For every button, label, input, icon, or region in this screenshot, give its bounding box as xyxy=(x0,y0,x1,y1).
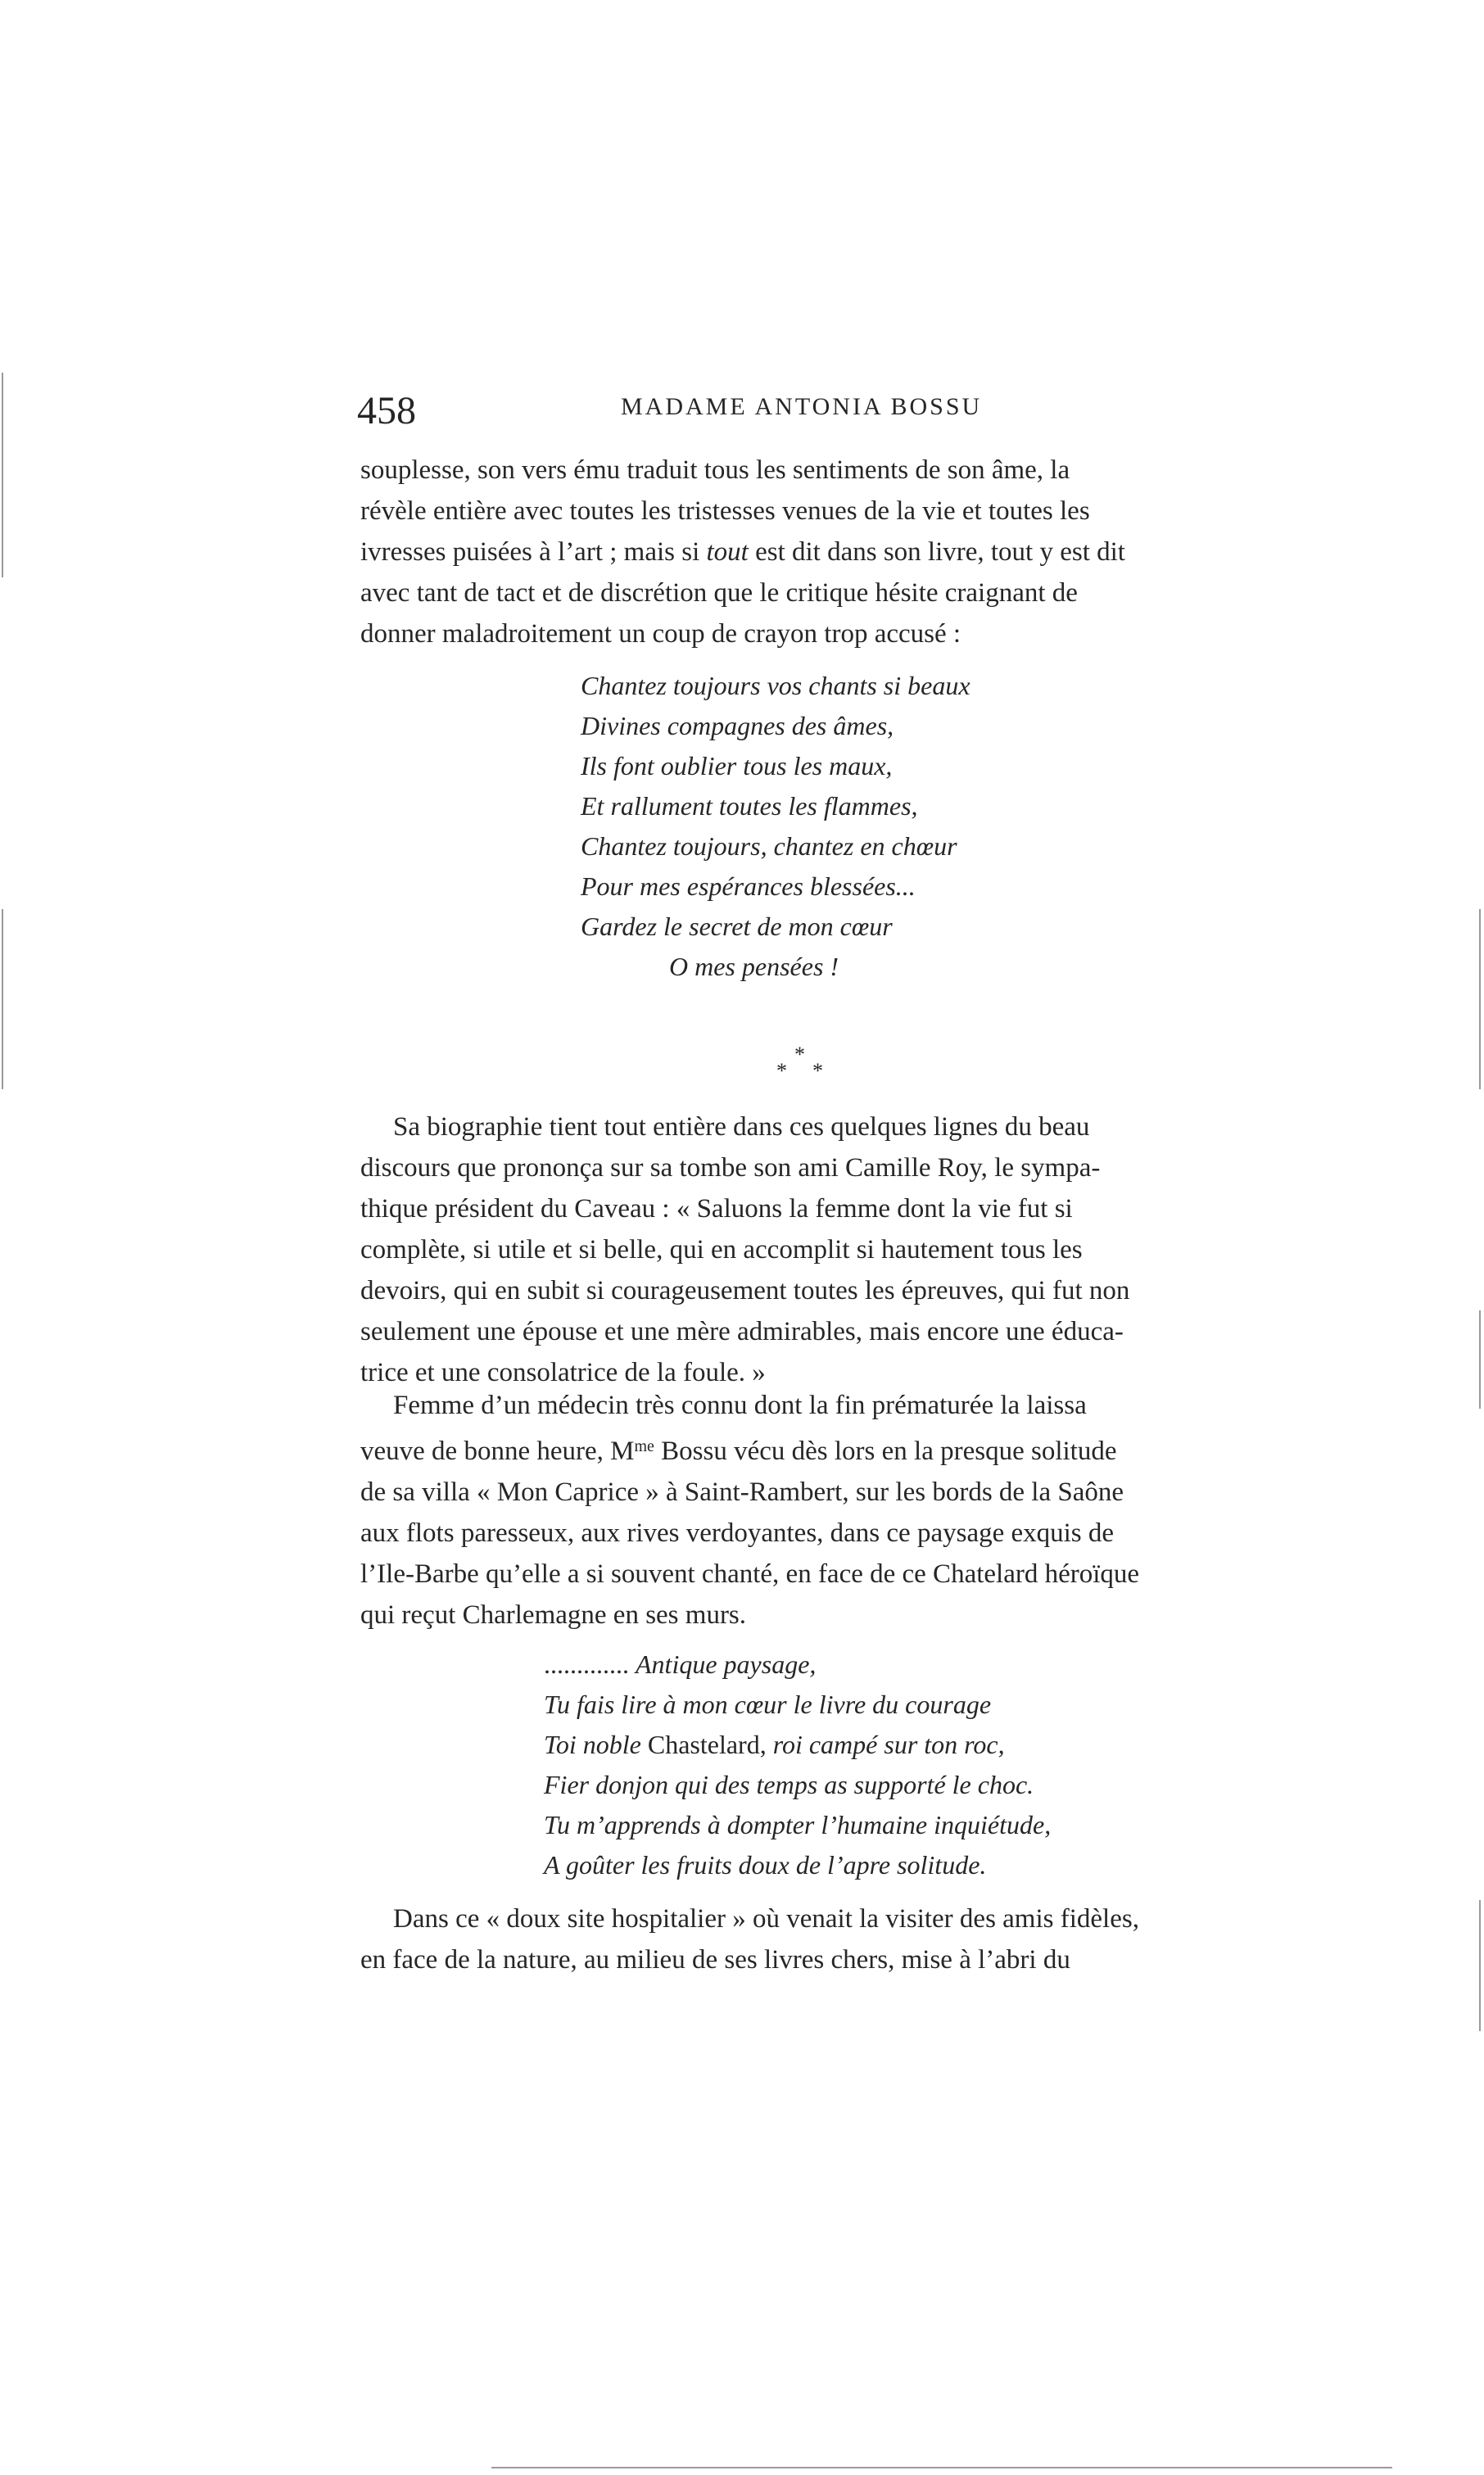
verse-text: Antique paysage, xyxy=(636,1649,817,1679)
text-line: devoirs, qui en subit si courageusement toutes les épreuves, qui fut non xyxy=(360,1276,1130,1305)
text-line: révèle entière avec toutes les tristesses venues de la vie et toutes les xyxy=(360,496,1090,526)
text-line: donner maladroitement un coup de crayon trop accusé : xyxy=(360,619,961,649)
verse-line: Tu fais lire à mon cœur le livre du courage xyxy=(544,1690,992,1719)
paragraph-1 xyxy=(360,450,1125,654)
text-line: de sa villa « Mon Caprice » à Saint-Rambert, sur les bords de la Saône xyxy=(360,1477,1124,1507)
asterism-star: * xyxy=(812,1059,823,1083)
verse-line: Tu m’apprends à dompter l’humaine inquiétude, xyxy=(544,1810,1052,1839)
emphasis: tout xyxy=(706,537,749,567)
verse-line: Gardez le secret de mon cœur xyxy=(581,912,893,941)
verse-line xyxy=(544,1725,1051,1765)
text-line: complète, si utile et si belle, qui en accomplit si hautement tous les xyxy=(360,1235,1083,1265)
text-line: discours que prononça sur sa tombe son ami Camille Roy, le sympa- xyxy=(360,1153,1101,1183)
verse-line: Divines compagnes des âmes, xyxy=(581,711,894,740)
text-run: est dit dans son livre, tout y est dit xyxy=(748,537,1125,567)
poem-1 xyxy=(581,666,970,987)
page-number: 458 xyxy=(357,389,416,432)
text-run: Bossu vécu dès lors en la presque solitude xyxy=(654,1437,1117,1466)
text-line: en face de la nature, au milieu de ses livres chers, mise à l’abri du xyxy=(360,1945,1070,1975)
poem-2 xyxy=(544,1645,1051,1885)
text-line: seulement une épouse et une mère admirables, mais encore une éduca- xyxy=(360,1317,1124,1346)
verse-line: A goûter les fruits doux de l’apre solitude. xyxy=(544,1850,987,1880)
asterism-star: * xyxy=(794,1043,805,1066)
asterism-star: * xyxy=(776,1059,787,1083)
scan-edge-mark xyxy=(1479,1310,1481,1409)
verse-line: O mes pensées ! xyxy=(669,952,839,981)
text-line: Sa biographie tient tout entière dans ces quelques lignes du beau xyxy=(393,1112,1090,1142)
scan-edge-mark xyxy=(1479,909,1481,1089)
paragraph-4 xyxy=(360,1898,1139,1980)
verse-line: Et rallument toutes les flammes, xyxy=(581,791,918,821)
text-line: qui reçut Charlemagne en ses murs. xyxy=(360,1600,747,1630)
text-line: avec tant de tact et de discrétion que le critique hésite craignant de xyxy=(360,578,1078,608)
text-line: souplesse, son vers ému traduit tous les sentiments de son âme, la xyxy=(360,455,1070,485)
paragraph-3 xyxy=(360,1385,1139,1636)
verse-text: Toi noble xyxy=(544,1730,648,1759)
text-line: Femme d’un médecin très connu dont la fin prématurée la laissa xyxy=(393,1391,1087,1420)
scan-bottom-mark xyxy=(491,2467,1392,2468)
asterism xyxy=(774,1044,831,1085)
superscript: me xyxy=(634,1437,654,1455)
text-line xyxy=(360,532,1125,572)
verse-line: Chantez toujours, chantez en chœur xyxy=(581,831,957,861)
verse-text: roi campé sur ton roc, xyxy=(766,1730,1005,1759)
text-line: trice et une consolatrice de la foule. » xyxy=(360,1358,766,1387)
text-line xyxy=(360,1426,1139,1472)
scan-edge-mark xyxy=(2,909,3,1089)
text-run: veuve de bonne heure, M xyxy=(360,1437,635,1466)
text-line: l’Ile-Barbe qu’elle a si souvent chanté, en face de ce Chatelard héroïque xyxy=(360,1559,1140,1589)
verse-line: Ils font oublier tous les maux, xyxy=(581,751,893,781)
scan-edge-mark xyxy=(2,373,3,577)
scan-edge-mark xyxy=(1479,1900,1481,2031)
verse-line: Pour mes espérances blessées... xyxy=(581,871,916,901)
verse-line xyxy=(544,1645,1051,1685)
place-name: Chastelard, xyxy=(647,1730,767,1759)
text-line: aux flots paresseux, aux rives verdoyantes, dans ce paysage exquis de xyxy=(360,1518,1115,1548)
running-header: MADAME ANTONIA BOSSU xyxy=(621,393,983,420)
ellipsis-dots: ............. xyxy=(544,1649,636,1679)
verse-line: Fier donjon qui des temps as supporté le choc. xyxy=(544,1770,1034,1799)
text-run: ivresses puisées à l’art ; mais si xyxy=(360,537,707,567)
paragraph-2 xyxy=(360,1106,1129,1393)
text-line: Dans ce « doux site hospitalier » où venait la visiter des amis fidèles, xyxy=(393,1904,1139,1934)
text-line: thique président du Caveau : « Saluons la femme dont la vie fut si xyxy=(360,1194,1073,1224)
verse-line: Chantez toujours vos chants si beaux xyxy=(581,671,970,700)
